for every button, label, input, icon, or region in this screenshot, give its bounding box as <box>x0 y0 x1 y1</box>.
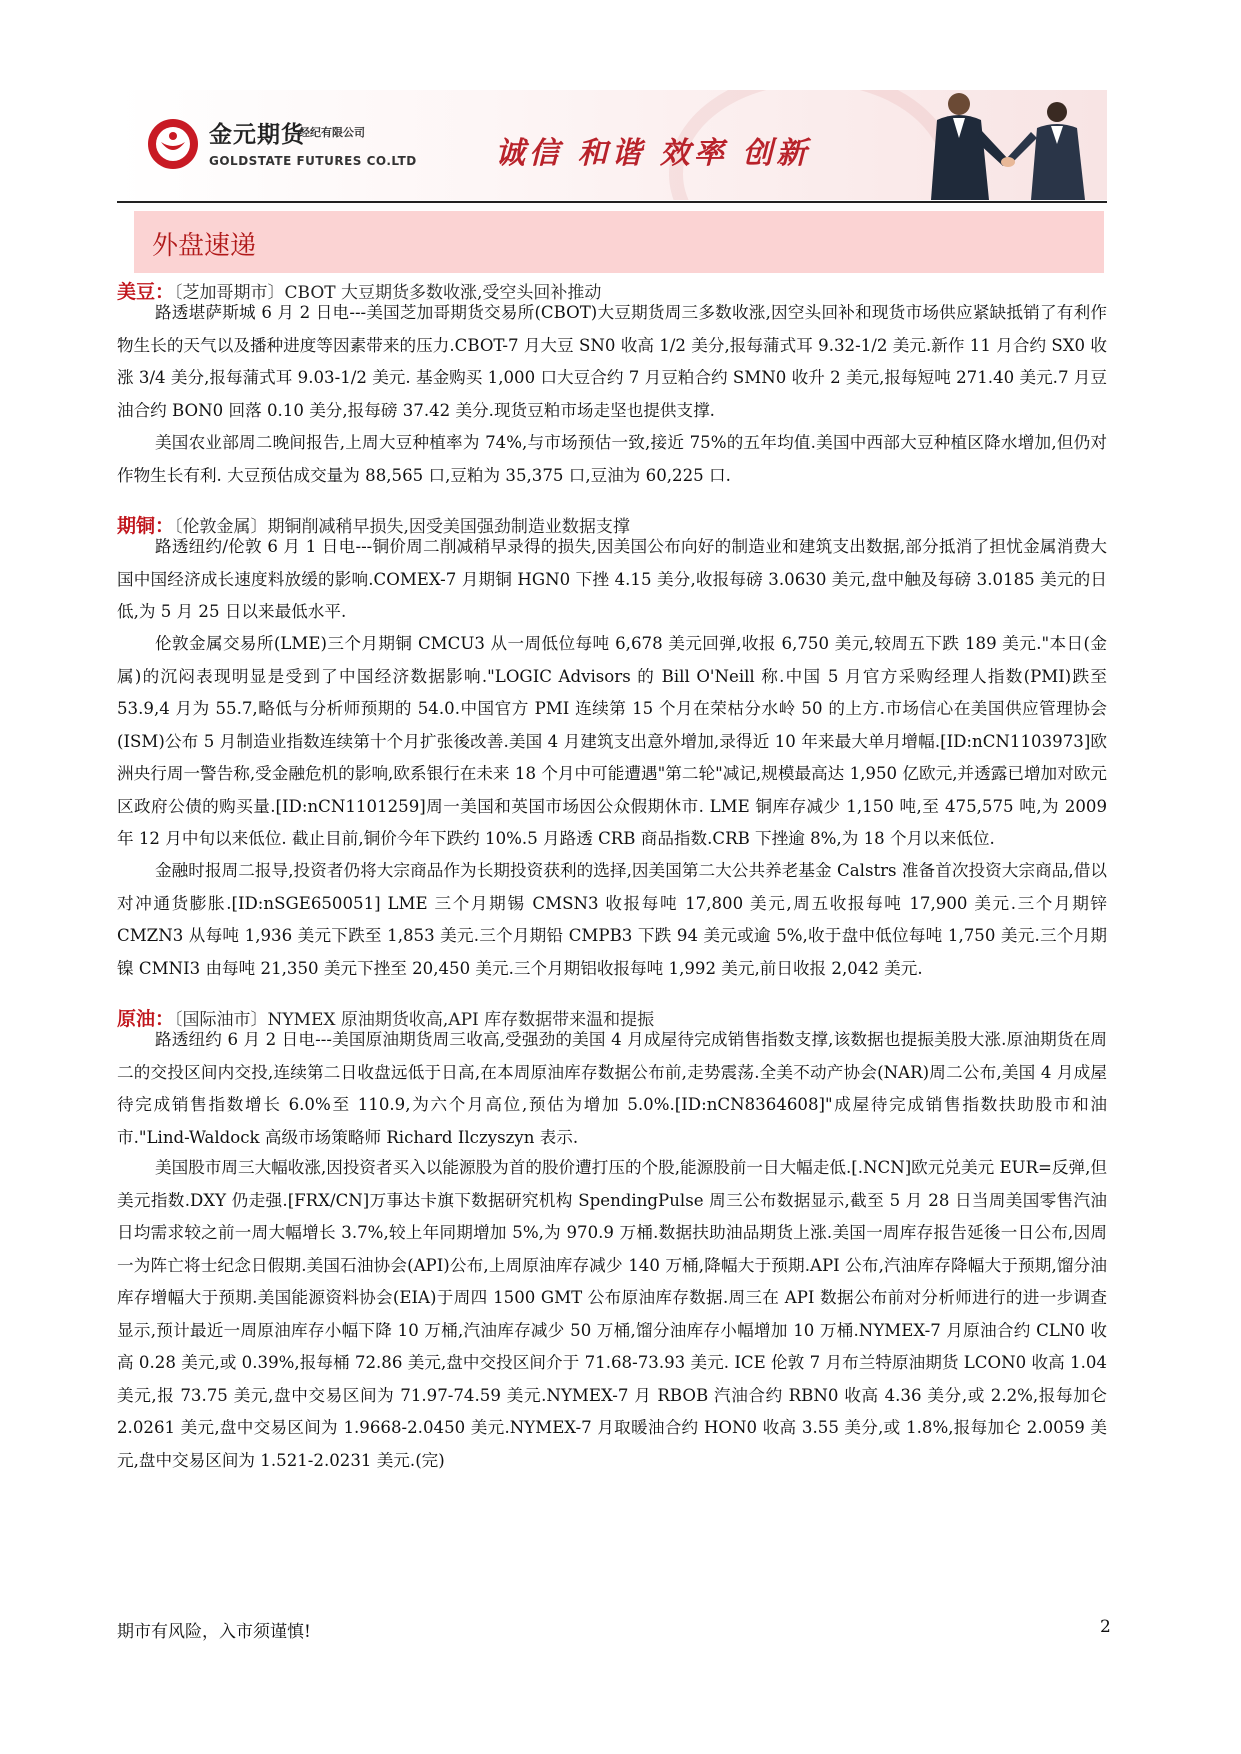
article-paragraph: 美国股市周三大幅收涨,因投资者买入以能源股为首的股价遭打压的个股,能源股前一日大幅走低.[.NCN]欧元兑美元 EUR=反弹,但美元指数.DXY 仍走强.[FRX/CN]万事达卡旗下数据研究机构 SpendingPulse 周三公布数据显示,截至 5 月 28 日当周美国零售汽油日均需求较之前一周大幅增长 3.7%,较上年同期增加 5%,为 970.9 万桶.数据扶助油品期货上涨.美国一周库存报告延後一日公布,因周一为阵亡将士纪念日假期.美国石油协会(API)公布,上周原油库存减少 140 万桶,降幅大于预期.API 公布,汽油库存降幅大于预期,馏分油库存增幅大于预期.美国能源资料协会(EIA)于周四 1500 GMT 公布原油库存数据.周三在 API 数据公布前对分析师进行的进一步调查显示,预计最近一周原油库存小幅下降 10 万桶,汽油库存减少 50 万桶,馏分油库存小幅增加 10 万桶.NYMEX-7 月原油合约 CLN0 收高 0.28 美元,或 0.39%,报每桶 72.86 美元,盘中交投区间介于 71.68-73.93 美元. ICE 伦敦 7 月布兰特原油期货 LCON0 收高 1.04 美元,报 73.75 美元,盘中交易区间为 71.97-74.59 美元.NYMEX-7 月 RBOB 汽油合约 RBN0 收高 4.36 美分,或 2.2%,报每加仑 2.0261 美元,盘中交易区间为 1.9668-2.0450 美元.NYMEX-7 月取暖油合约 HON0 收高 3.55 美分,或 1.8%,报每加仑 2.0059 美元,盘中交易区间为 1.521-2.0231 美元.(完) <box>117 1158 1107 1470</box>
header-banner <box>117 90 1107 200</box>
article-paragraph: 路透纽约 6 月 2 日电---美国原油期货周三收高,受强劲的美国 4 月成屋待完成销售指数支撑,该数据也提振美股大涨.原油期货在周二的交投区间内交投,连续第二日收盘远低于日高,在本周原油库存数据公布前,走势震荡.全美不动产协会(NAR)周二公布,美国 4 月成屋待完成销售指数增长 6.0%至 110.9,为六个月高位,预估为增加 5.0%.[ID:nCN8364608]"成屋待完成销售指数扶助股市和油市."Lind-Waldock 高级市场策略师 Richard Ilczyszyn 表示. <box>117 1030 1107 1147</box>
company-name-cn: 金元期货 <box>209 122 305 148</box>
risk-disclaimer: 期市有风险，入市须谨慎! <box>117 1622 311 1642</box>
article-title: 〔伦敦金属〕期铜削减稍早损失,因受美国强劲制造业数据支撑 <box>174 517 630 537</box>
article-title: 〔芝加哥期市〕CBOT 大豆期货多数收涨,受空头回补推动 <box>174 283 602 303</box>
section-title: 外盘速递 <box>152 231 257 261</box>
company-name-en: GOLDSTATE FUTURES CO.LTD <box>209 154 417 168</box>
company-logo-icon <box>147 118 199 170</box>
page-number: 2 <box>1100 1617 1111 1637</box>
article-paragraph: 路透堪萨斯城 6 月 2 日电---美国芝加哥期货交易所(CBOT)大豆期货周三多数收涨,因空头回补和现货市场供应紧缺抵销了有利作物生长的天气以及播种进度等因素带来的压力.CBOT-7 月大豆 SN0 收高 1/2 美分,报每蒲式耳 9.32-1/2 美元.新作 11 月合约 SX0 收涨 3/4 美分,报每蒲式耳 9.03-1/2 美元. 基金购买 1,000 口大豆合约 7 月豆粕合约 SMN0 收升 2 美元,报每短吨 271.40 美元.7 月豆油合约 BON0 回落 0.10 美分,报每磅 37.42 美分.现货豆粕市场走坚也提供支撑. <box>117 303 1107 420</box>
article-paragraph: 美国农业部周二晚间报告,上周大豆种植率为 74%,与市场预估一致,接近 75%的五年均值.美国中西部大豆种植区降水增加,但仍对作物生长有利. 大豆预估成交量为 88,565 口,豆粕为 35,375 口,豆油为 60,225 口. <box>117 433 1107 485</box>
article-title: 〔国际油市〕NYMEX 原油期货收高,API 库存数据带来温和提振 <box>174 1010 655 1030</box>
article-paragraph: 路透纽约/伦敦 6 月 1 日电---铜价周二削减稍早录得的损失,因美国公布向好的制造业和建筑支出数据,部分抵消了担忧金属消费大国中国经济成长速度料放缓的影响.COMEX-7 月期铜 HGN0 下挫 4.15 美分,收报每磅 3.0630 美元,盘中触及每磅 3.0185 美元的日低,为 5 月 25 日以来最低水平. <box>117 537 1107 621</box>
header-divider <box>117 201 1107 203</box>
slogan: 诚信 和谐 效率 创新 <box>495 136 811 171</box>
handshake-people-image <box>897 90 1107 200</box>
article-label: 期铜： <box>117 515 175 537</box>
company-name-suffix: 经纪有限公司 <box>299 126 365 139</box>
section-title-bar <box>134 211 1104 273</box>
article-paragraph: 伦敦金属交易所(LME)三个月期铜 CMCU3 从一周低位每吨 6,678 美元回弹,收报 6,750 美元,较周五下跌 189 美元."本日(金属)的沉闷表现明显是受到了中国经济数据影响."LOGIC Advisors 的 Bill O'Neill 称.中国 5 月官方采购经理人指数(PMI)跌至 53.9,4 月为 55.7,略低与分析师预期的 54.0.中国官方 PMI 连续第 15 个月在荣枯分水岭 50 的上方.市场信心在美国供应管理协会(ISM)公布 5 月制造业指数连续第十个月扩张後改善.美国 4 月建筑支出意外增加,录得近 10 年来最大单月增幅.[ID:nCN1103973]欧洲央行周一警告称,受金融危机的影响,欧系银行在未来 18 个月中可能遭遇"第二轮"减记,规模最高达 1,950 亿欧元,并透露已增加对欧元区政府公债的购买量.[ID:nCN1101259]周一美国和英国市场因公众假期休市. LME 铜库存减少 1,150 吨,至 475,575 吨,为 2009 年 12 月中旬以来低位. 截止目前,铜价今年下跌约 10%.5 月路透 CRB 商品指数.CRB 下挫逾 8%,为 18 个月以来低位. <box>117 634 1107 848</box>
article-paragraph: 金融时报周二报导,投资者仍将大宗商品作为长期投资获利的选择,因美国第二大公共养老基金 Calstrs 准备首次投资大宗商品,借以对冲通货膨胀.[ID:nSGE650051] LME 三个月期锡 CMSN3 收报每吨 17,800 美元,周五收报每吨 17,900 美元.三个月期锌 CMZN3 从每吨 1,936 美元下跌至 1,853 美元.三个月期铅 CMPB3 下跌 94 美元或逾 5%,收于盘中低位每吨 1,750 美元.三个月期镍 CMNI3 由每吨 21,350 美元下挫至 20,450 美元.三个月期铝收报每吨 1,992 美元,前日收报 2,042 美元. <box>117 861 1107 978</box>
article-label: 原油： <box>117 1008 175 1030</box>
article-label: 美豆： <box>117 281 175 303</box>
